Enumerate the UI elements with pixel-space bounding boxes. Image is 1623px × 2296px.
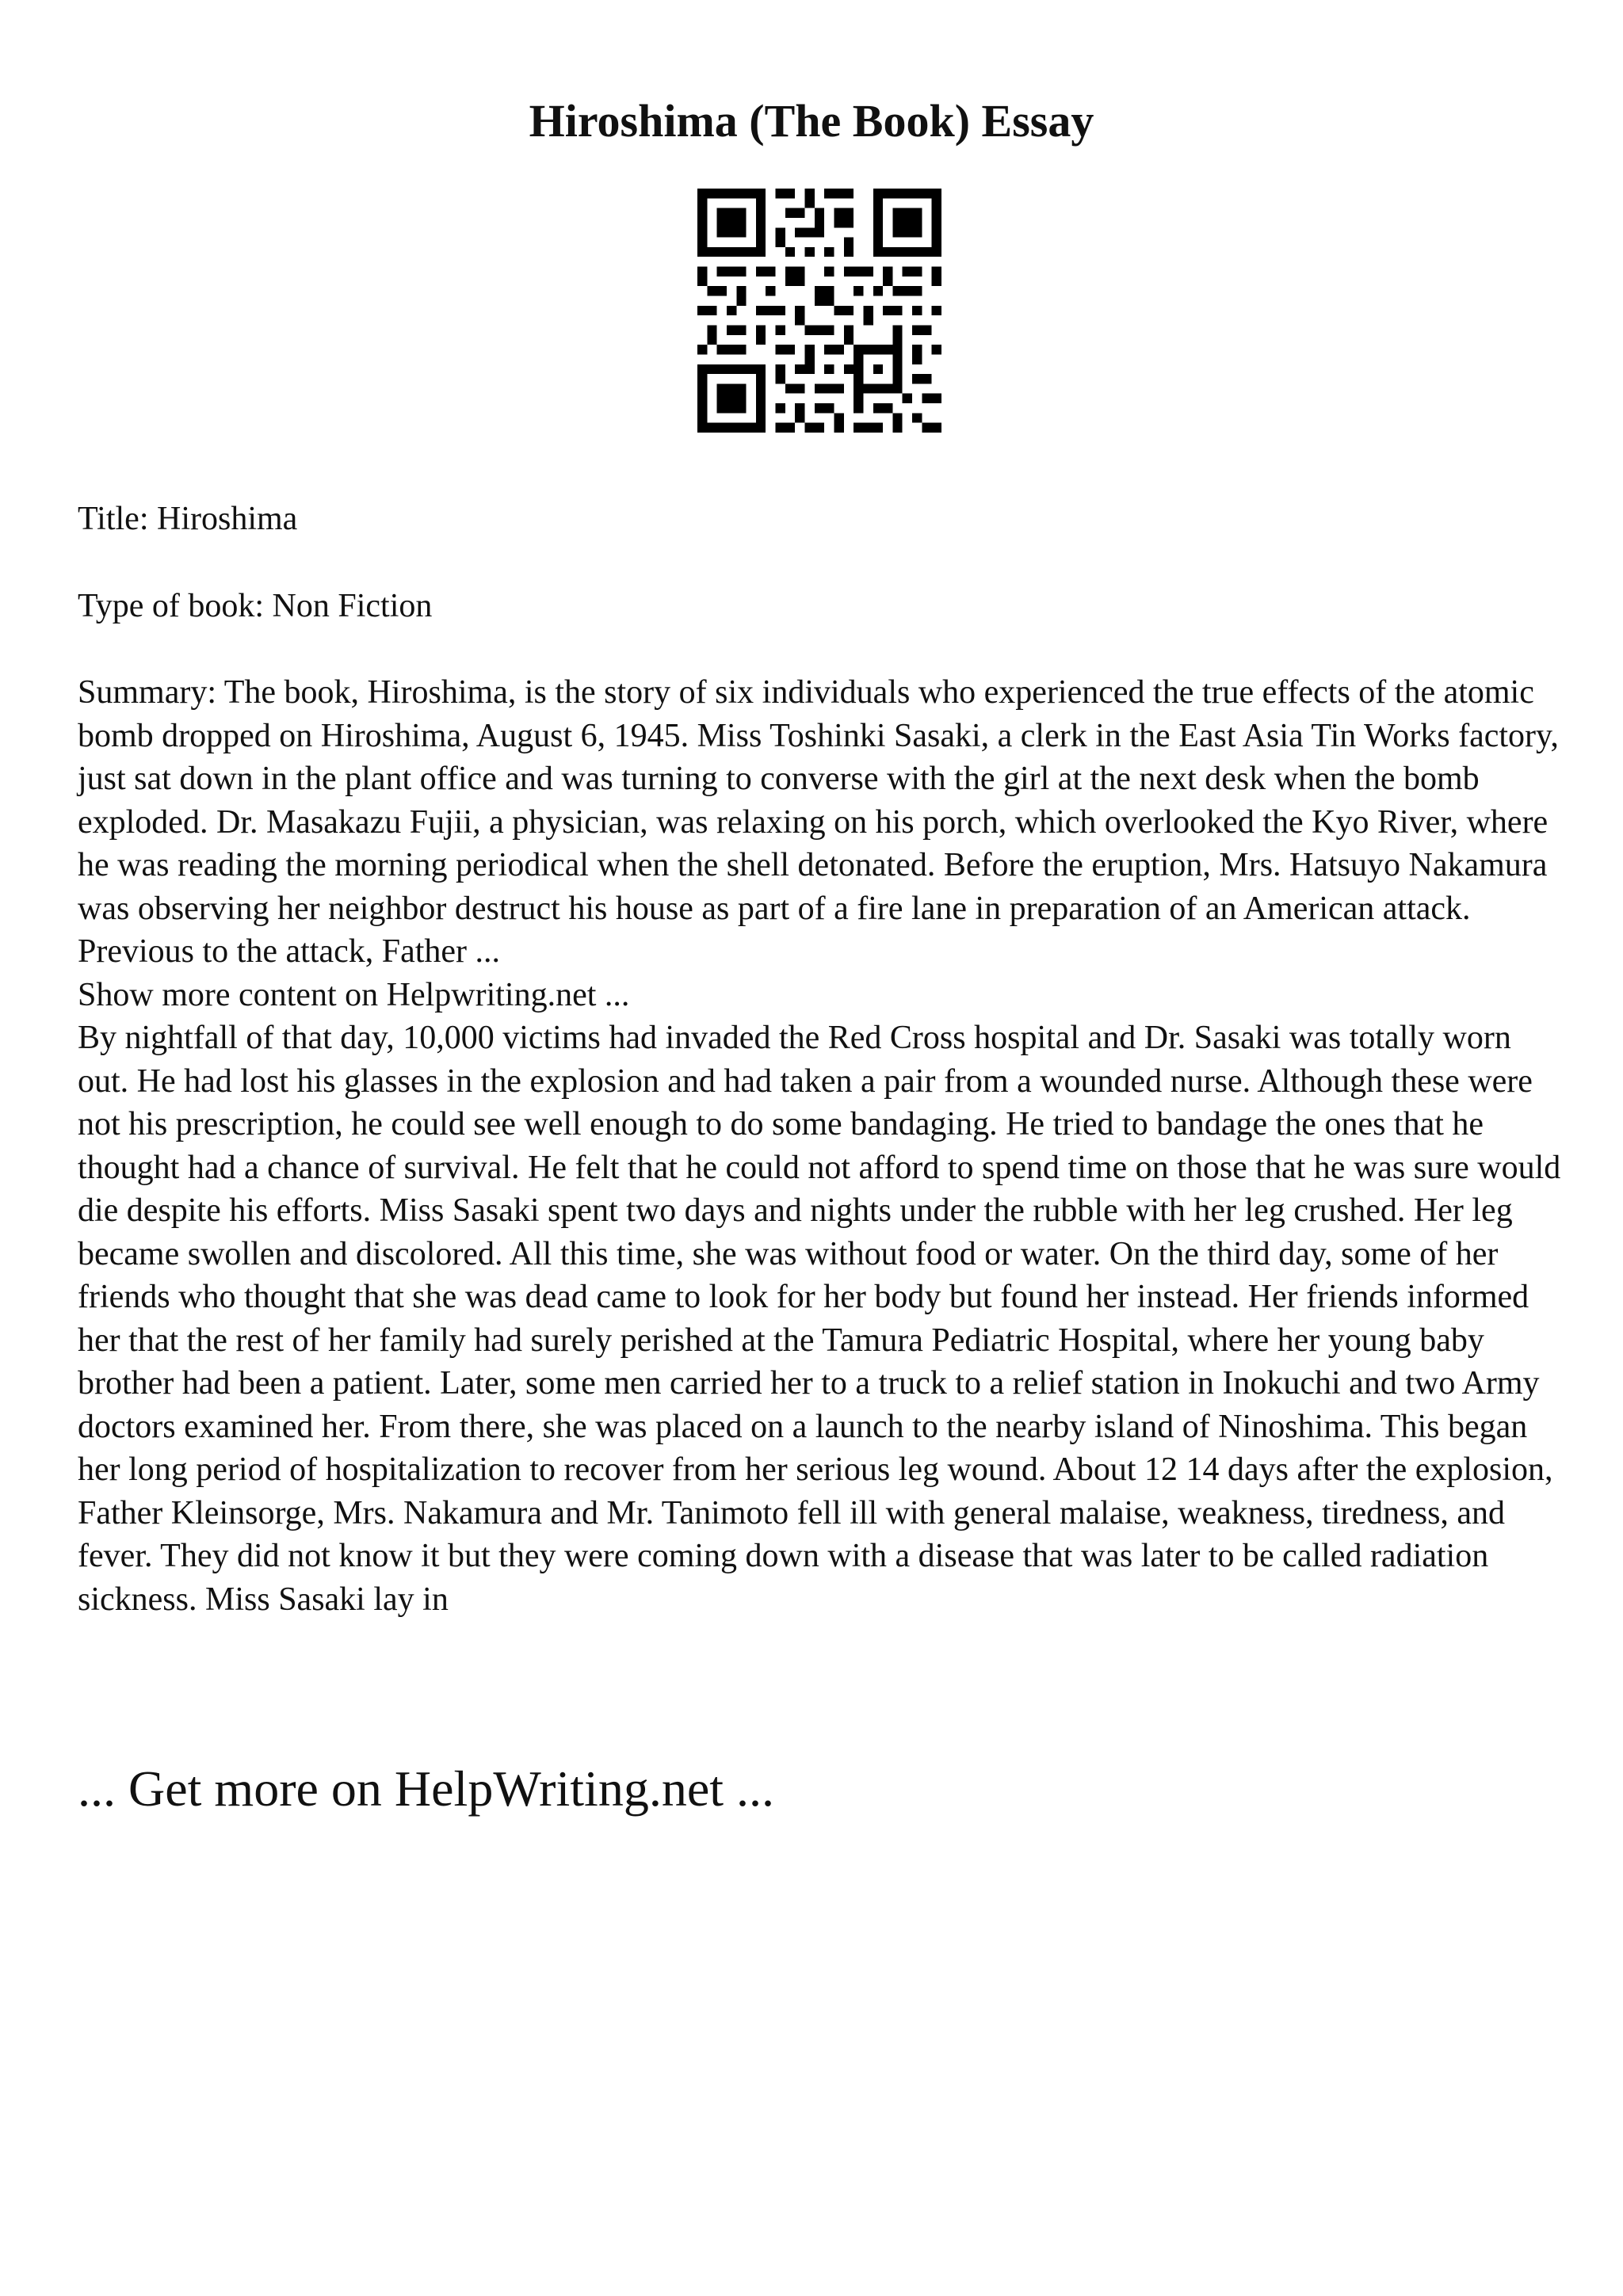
document-body	[78, 498, 1568, 1621]
summary-paragraph: Summary: The book, Hiroshima, is the story of six individuals who experienced the true effects of the atomic bomb dropped on Hiroshima, August 6, 1945. Miss Toshinki Sasaki, a clerk in the East Asia Tin Works factory, just sat down in the plant office and was turning to converse with the girl at the next desk when the bomb exploded. Dr. Masakazu Fujii, a physician, was relaxing on his porch, which overlooked the Kyo River, where he was reading the morning periodical when the shell detonated. Before the eruption, Mrs. Hatsuyo Nakamura was observing her neighbor destruct his house as part of a fire lane in preparation of an American attack. Previous to the attack, Father ...	[78, 674, 1559, 970]
book-title-line: Title: Hiroshima	[78, 501, 298, 537]
qr-code-icon	[697, 189, 941, 433]
get-more-link[interactable]: ... Get more on HelpWriting.net ...	[78, 1760, 774, 1817]
book-type-line: Type of book: Non Fiction	[78, 587, 433, 624]
show-more-link[interactable]: Show more content on Helpwriting.net ...	[78, 976, 630, 1013]
page-title: Hiroshima (The Book) Essay	[529, 95, 1094, 147]
body-paragraph: By nightfall of that day, 10,000 victims had invaded the Red Cross hospital and Dr. Sasaki was totally worn out. He had lost his glasses in the explosion and had taken a pair from a wounded nurse. Although these were not his prescription, he could see well enough to do some bandaging. He tried to bandage the ones that he thought had a chance of survival. He felt that he could not afford to spend time on those that he was sure would die despite his efforts. Miss Sasaki spent two days and nights under the rubble with her leg crushed. Her leg became swollen and discolored. All this time, she was without food or water. On the third day, some of her friends who thought that she was dead came to look for her body but found her instead. Her friends informed her that the rest of her family had surely perished at the Tamura Pediatric Hospital, where her young baby brother had been a patient. Later, some men carried her to a truck to a relief station in Inokuchi and two Army doctors examined her. From there, she was placed on a launch to the nearby island of Ninoshima. This began her long period of hospitalization to recover from her serious leg wound. About 12 14 days after the explosion, Father Kleinsorge, Mrs. Nakamura and Mr. Tanimoto fell ill with general malaise, weakness, tiredness, and fever. They did not know it but they were coming down with a disease that was later to be called radiation sickness. Miss Sasaki lay in	[78, 1020, 1561, 1618]
